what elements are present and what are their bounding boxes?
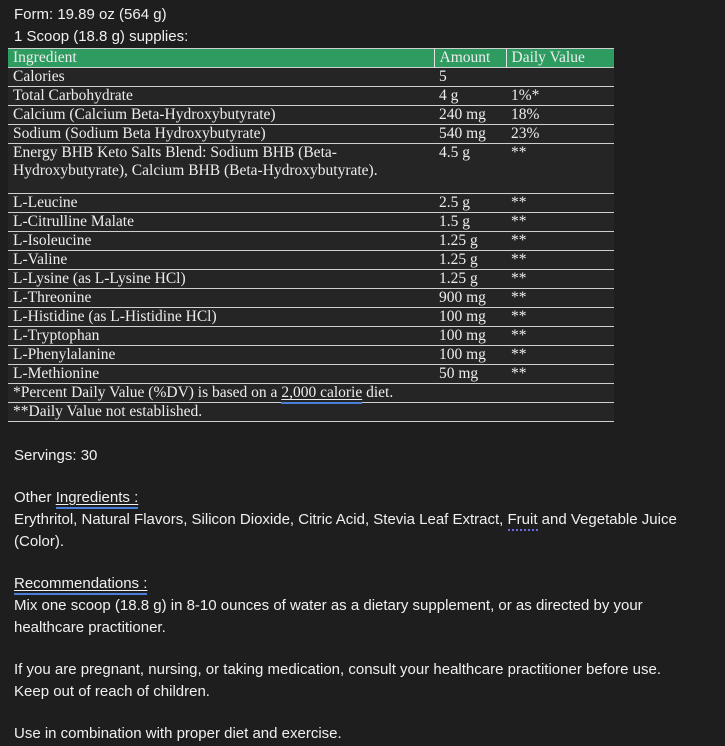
amount-cell: 2.5 g xyxy=(434,194,506,213)
ingredient-cell: L-Histidine (as L-Histidine HCl) xyxy=(8,308,434,327)
daily-value-cell: ** xyxy=(506,365,614,384)
scoop-line: 1 Scoop (18.8 g) supplies: xyxy=(14,28,189,45)
daily-value-cell: ** xyxy=(506,308,614,327)
column-header-amount: Amount xyxy=(434,49,506,68)
recommendations-section xyxy=(14,573,713,639)
daily-value-cell: 23% xyxy=(506,125,614,144)
table-row xyxy=(8,194,614,213)
amount-cell: 1.25 g xyxy=(434,251,506,270)
other-ingredients-prefix: Other xyxy=(14,489,56,506)
amount-cell: 1.25 g xyxy=(434,232,506,251)
table-header-row xyxy=(8,49,614,68)
daily-value-cell: ** xyxy=(506,346,614,365)
daily-value-cell: ** xyxy=(506,232,614,251)
ingredient-cell: L-Citrulline Malate xyxy=(8,213,434,232)
daily-value-cell: 18% xyxy=(506,106,614,125)
servings-line: Servings: 30 xyxy=(14,447,98,464)
amount-cell: 100 mg xyxy=(434,308,506,327)
amount-cell: 5 xyxy=(434,68,506,87)
ingredients-post: and Vegetable Juice (Color). xyxy=(14,511,677,550)
ingredient-cell: Total Carbohydrate xyxy=(8,87,434,106)
table-row xyxy=(8,125,614,144)
daily-value-cell: ** xyxy=(506,327,614,346)
ingredient-cell: L-Isoleucine xyxy=(8,232,434,251)
dv-footnote-prefix: *Percent Daily Value (%DV) is based on a xyxy=(13,384,282,401)
amount-cell: 900 mg xyxy=(434,289,506,308)
other-ingredients-section xyxy=(14,487,713,553)
amount-cell: 50 mg xyxy=(434,365,506,384)
table-row xyxy=(8,68,614,87)
daily-value-cell: ** xyxy=(506,289,614,308)
warning-section xyxy=(14,659,713,703)
table-row xyxy=(8,308,614,327)
not-established-footnote: **Daily Value not established. xyxy=(8,403,614,422)
other-ingredients-underlined: Ingredients : xyxy=(56,489,139,509)
form-line: Form: 19.89 oz (564 g) xyxy=(14,6,167,23)
ingredient-cell: Sodium (Sodium Beta Hydroxybutyrate) xyxy=(8,125,434,144)
ingredient-cell: L-Leucine xyxy=(8,194,434,213)
ingredient-cell: L-Lysine (as L-Lysine HCl) xyxy=(8,270,434,289)
recommendations-label: Recommendations : xyxy=(14,575,147,595)
amount-cell: 1.5 g xyxy=(434,213,506,232)
daily-value-cell: ** xyxy=(506,270,614,289)
recommendations-text: Mix one scoop (18.8 g) in 8-10 ounces of water as a dietary supplement, or as directed by your healthcare practitioner. xyxy=(14,597,643,636)
recommendations-heading xyxy=(14,573,713,595)
daily-value-cell: ** xyxy=(506,194,614,213)
usage-line: Use in combination with proper diet and exercise. xyxy=(14,725,342,742)
details-block xyxy=(0,445,725,745)
column-header-daily-value: Daily Value xyxy=(506,49,614,68)
ingredients-fruit: Fruit xyxy=(508,511,538,531)
other-ingredients-text xyxy=(14,509,713,553)
table-row xyxy=(8,346,614,365)
ingredients-pre: Erythritol, Natural Flavors, Silicon Dioxide, Citric Acid, Stevia Leaf Extract, xyxy=(14,511,508,528)
daily-value-cell: ** xyxy=(506,251,614,270)
table-row xyxy=(8,251,614,270)
table-row xyxy=(8,87,614,106)
amount-cell: 240 mg xyxy=(434,106,506,125)
table-row xyxy=(8,213,614,232)
ingredient-cell: L-Methionine xyxy=(8,365,434,384)
table-row xyxy=(8,270,614,289)
warning-line-2: Keep out of reach of children. xyxy=(14,683,210,700)
ingredient-cell: L-Tryptophan xyxy=(8,327,434,346)
ingredient-cell: L-Valine xyxy=(8,251,434,270)
table-row xyxy=(8,144,614,194)
amount-cell: 100 mg xyxy=(434,327,506,346)
daily-value-cell: ** xyxy=(506,213,614,232)
amount-cell: 4.5 g xyxy=(434,144,506,194)
table-row xyxy=(8,106,614,125)
dv-footnote-suffix: diet. xyxy=(362,384,394,401)
dv-footnote xyxy=(8,384,614,403)
intro-block xyxy=(0,4,725,48)
amount-cell: 4 g xyxy=(434,87,506,106)
ingredient-cell: Calcium (Calcium Beta-Hydroxybutyrate) xyxy=(8,106,434,125)
ingredient-rows xyxy=(8,68,614,384)
daily-value-cell xyxy=(506,68,614,87)
other-ingredients-heading xyxy=(14,487,713,509)
footnote-row-not-established xyxy=(8,403,614,422)
ingredient-cell: Calories xyxy=(8,68,434,87)
daily-value-cell: 1%* xyxy=(506,87,614,106)
table-row xyxy=(8,232,614,251)
table-row xyxy=(8,289,614,308)
dv-footnote-underlined: 2,000 calorie xyxy=(281,384,362,404)
amount-cell: 540 mg xyxy=(434,125,506,144)
ingredient-cell: Energy BHB Keto Salts Blend: Sodium BHB (Beta-Hydroxybutyrate), Calcium BHB (Beta-Hydroxybutyrate). xyxy=(8,144,434,194)
table-row xyxy=(8,327,614,346)
ingredient-cell: L-Phenylalanine xyxy=(8,346,434,365)
daily-value-cell: ** xyxy=(506,144,614,194)
warning-line-1: If you are pregnant, nursing, or taking medication, consult your healthcare practitioner before use. xyxy=(14,661,662,678)
table-row xyxy=(8,365,614,384)
supplement-facts-table xyxy=(8,48,614,422)
ingredient-cell: L-Threonine xyxy=(8,289,434,308)
column-header-ingredient: Ingredient xyxy=(8,49,434,68)
amount-cell: 1.25 g xyxy=(434,270,506,289)
amount-cell: 100 mg xyxy=(434,346,506,365)
footnote-row-dv xyxy=(8,384,614,403)
